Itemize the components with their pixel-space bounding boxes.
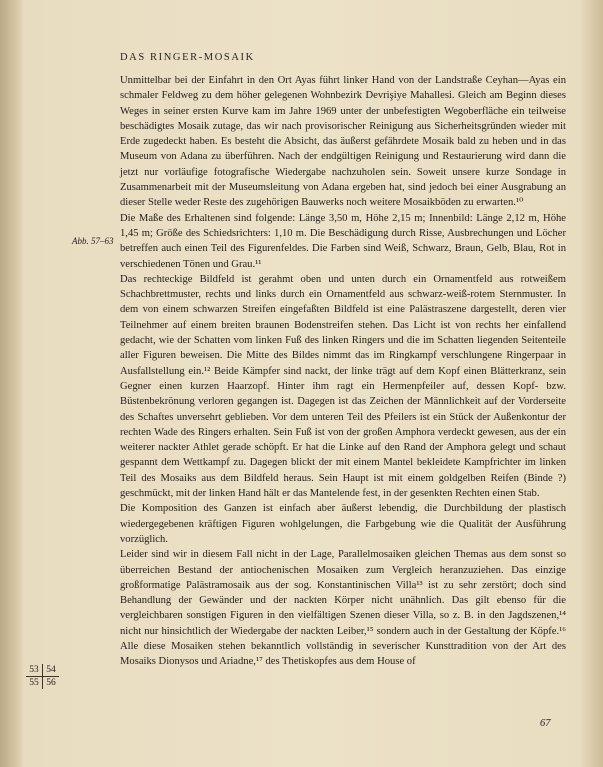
body-text xyxy=(120,73,566,670)
paragraph-4: Die Komposition des Ganzen ist einfach aber äußerst lebendig, die Durchbildung der plastisch wiedergegebenen kräftigen Figuren wohlgelungen, die Farbgebung wie die Qualität der Ausführung vorzüglich. xyxy=(120,503,566,545)
paragraph-3: Das rechteckige Bildfeld ist gerahmt oben und unten durch ein Ornamentfeld aus rotweißem Schachbrettmuster, rechts und links durch ein Ornamentfeld aus schwarz-weiß-rotem Sternmuster. In dem von einem schwarzen Streifen eingefaßten Bildfeld ist eine Palästraszene dargestellt, deren vier Teilnehmer auf einem breiten braunen Bodenstreifen stehen. Das Licht ist von rechts her einfallend gedacht, wie der Schatten vom linken Fuß des linken Ringers und die im Schatten liegenden Seitenteile aller Figuren beweisen. Die Mitte des Bildes nimmt das im Ringkampf verschlungene Ringerpaar in Ausfallstellung ein.¹² Beide Kämpfer sind nackt, der linke trägt auf dem Kopf einen Blätterkranz, sein Gegner einen kurzen Haarzopf. Hinter ihm ragt ein Hermenpfeiler auf, dessen Kopf- bzw. Büstenbekrönung verloren gegangen ist. Dagegen ist das Zeichen der Männlichkeit auf der Vorderseite des Schaftes unversehrt geblieben. Vor dem unteren Teil des Pfeilers ist ein Stück der Außenkontur der rechten Wade des Ringers erhalten. Sein Fuß ist von der großen Amphora verdeckt gewesen, aus der ein weiterer nackter Athlet gerade schöpft. Er hat die Linke auf den Rand der Amphora gelegt und schaut gespannt dem Wettkampf zu. Dagegen blickt der mit einem Mantel bekleidete Kampfrichter im linken Teil des Mosaiks aus dem Bildfeld heraus. Sein Haupt ist mit einem goldgelben Reifen (Binde ?) geschmückt, mit der linken Hand hält er das Mantelende fest, in der gesenkten Rechten einen Stab. xyxy=(120,273,566,500)
paragraph-2: Die Maße des Erhaltenen sind folgende: Länge 3,50 m, Höhe 2,15 m; Innenbild: Länge 2,12 m, Höhe 1,45 m; Größe des Schiedsrichters: 1,10 m. Die Beschädigung durch Risse, Ausbrechungen und Löcher betreffen auch einen Teil des Figurenfeldes. Die Farben sind Weiß, Schwarz, Braun, Gelb, Blau, Rot in verschiedenen Tönen und Grau.¹¹ xyxy=(120,212,566,270)
figure-number: 54 xyxy=(43,664,59,677)
figure-number: 55 xyxy=(26,677,43,689)
paragraph-1: Unmittelbar bei der Einfahrt in den Ort Ayas führt linker Hand von der Landstraße Ceyhan—Ayas ein schmaler Feldweg zu dem höher gelegenen Wohnbezirk Devrişiye Mahallesi. Gleich am Beginn dieses Weges in seiner ersten Kurve kam im Jahre 1969 unter der unbefestigten Wegoberfläche ein teilweise beschädigtes Mosaik zutage, das wir nach provisorischer Reinigung aus Sicherheitsgründen wieder mit Erde zugedeckt haben. Es besteht die Absicht, das äußerst gefährdete Mosaik bald zu heben und in das Museum von Adana zu überführen. Nach der endgültigen Reinigung und Restaurierung wird dann die jetzt nur vorläufige fotografische Wiedergabe nachzuholen sein. Soweit unsere kurze Sondage in Zusammenarbeit mit der Museumsleitung von Adana ergeben hat, sind jedoch bei einer Ausgrabung an dieser Stelle weder Reste des zugehörigen Bauwerks noch weitere Mosaikböden zu erwarten.¹⁰ xyxy=(120,75,566,209)
running-head: DAS RINGER-MOSAIK xyxy=(120,52,255,63)
figure-number: 53 xyxy=(26,664,43,677)
figure-number-grid xyxy=(26,664,59,689)
page-number: 67 xyxy=(540,718,551,729)
page-gutter-shadow xyxy=(0,0,24,767)
figure-number: 56 xyxy=(46,678,56,688)
figure-margin-reference: Abb. 57–63 xyxy=(72,236,114,246)
paragraph-5: Leider sind wir in diesem Fall nicht in der Lage, Parallelmosaiken gleichen Themas aus dem sonst so überreichen Bestand der antiochenischen Mosaiken zum Vergleich heranzuziehen. Das einzige großformatige Palästramosaik aus der sog. Konstantinischen Villa¹³ ist zu sehr zerstört; doch sind Behandlung der Gewänder und der nackten Körper nicht unähnlich. Das gilt ebenso für die vergleichbaren sonstigen Figuren in den vielfältigen Szenen dieser Villa, so z. B. in den Jagdszenen,¹⁴ nicht nur hinsichtlich der Wiedergabe der nackten Leiber,¹⁵ sondern auch in der Gestaltung der Köpfe.¹⁶ Alle diese Mosaiken stehen bekanntlich vollständig in severischer Kunsttradition von der Art des Mosaiks Dionysos und Ariadne,¹⁷ des Thetiskopfes aus dem House of xyxy=(120,549,566,668)
